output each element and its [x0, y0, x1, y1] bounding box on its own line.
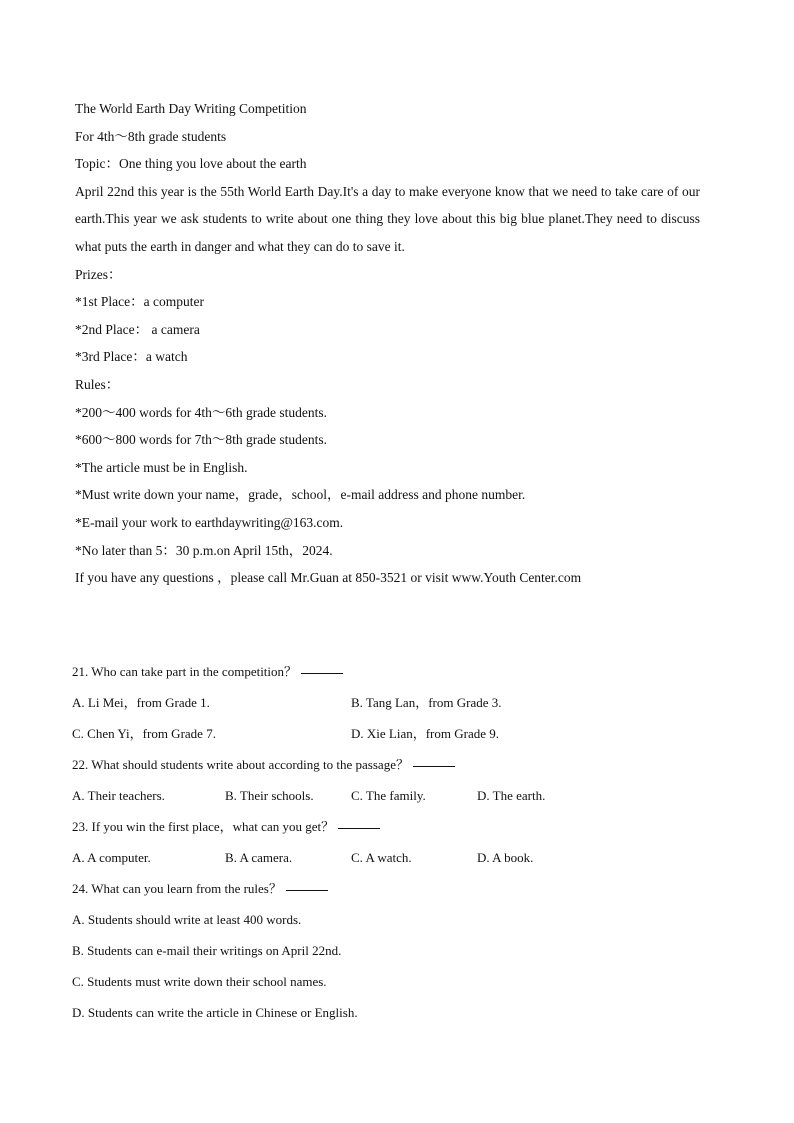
option-d: D. Students can write the article in Chinese or English.: [72, 1005, 358, 1020]
prize-item: *3rd Place：a watch: [75, 349, 188, 365]
question-23: [72, 811, 712, 842]
question-stem: 21. Who can take part in the competition？: [72, 664, 298, 679]
option-row: [72, 718, 712, 749]
option-c: C. Chen Yi，from Grade 7.: [72, 726, 216, 741]
passage-topic: Topic：One thing you love about the earth: [75, 156, 307, 172]
answer-blank[interactable]: [413, 765, 455, 767]
option-b: B. Students can e-mail their writings on April 22nd.: [72, 943, 342, 958]
question-22: [72, 749, 712, 780]
option-d: D. Xie Lian，from Grade 9.: [351, 726, 500, 741]
option-d: D. The earth.: [477, 788, 546, 803]
rule-item: *200～400 words for 4th～6th grade students.: [75, 404, 327, 420]
option-row: [72, 687, 712, 718]
answer-blank[interactable]: [338, 827, 380, 829]
rules-heading: Rules：: [75, 376, 120, 392]
question-24: [72, 873, 712, 904]
option-d: D. A book.: [477, 850, 534, 865]
rule-item: *E-mail your work to earthdaywriting@163.com.: [75, 514, 344, 530]
question-stem: 24. What can you learn from the rules？: [72, 881, 282, 896]
option-row: [72, 780, 712, 811]
option-a: A. A computer.: [72, 850, 151, 865]
option-b: B. Tang Lan，from Grade 3.: [351, 695, 502, 710]
option-b: B. A camera.: [225, 850, 293, 865]
answer-blank[interactable]: [301, 672, 343, 674]
option-b: B. Their schools.: [225, 788, 314, 803]
option-c: C. Students must write down their school names.: [72, 974, 327, 989]
option-a: A. Students should write at least 400 words.: [72, 912, 302, 927]
question-list: [72, 656, 712, 1028]
question-stem: 22. What should students write about according to the passage？: [72, 757, 409, 772]
passage-title: The World Earth Day Writing Competition: [75, 101, 307, 116]
option-c: C. A watch.: [351, 850, 412, 865]
option-c: C. The family.: [351, 788, 426, 803]
rule-item: *The article must be in English.: [75, 459, 248, 475]
reading-passage: [75, 95, 700, 592]
rule-item: *No later than 5：30 p.m.on April 15th，2024.: [75, 542, 333, 558]
prize-item: *1st Place：a computer: [75, 294, 204, 310]
answer-blank[interactable]: [286, 889, 328, 891]
question-21: [72, 656, 712, 687]
contact-line: If you have any questions ，please call Mr.Guan at 850-3521 or visit www.Youth Center.com: [75, 570, 582, 586]
passage-audience: For 4th～8th grade students: [75, 128, 227, 144]
prizes-heading: Prizes：: [75, 266, 122, 282]
prize-item: *2nd Place： a camera: [75, 321, 200, 337]
question-stem: 23. If you win the first place，what can you get？: [72, 819, 335, 834]
option-a: A. Li Mei，from Grade 1.: [72, 695, 210, 710]
rule-item: *Must write down your name，grade，school，e-mail address and phone number.: [75, 487, 526, 503]
rule-item: *600～800 words for 7th～8th grade students.: [75, 432, 327, 448]
passage-intro: April 22nd this year is the 55th World Earth Day.It's a day to make everyone know that we need to take care of our earth.This year we ask students to write about one thing they love about this big blue planet.They need to discuss what puts the earth in danger and what they can do to save it.: [75, 183, 700, 254]
option-a: A. Their teachers.: [72, 788, 165, 803]
option-row: [72, 842, 712, 873]
